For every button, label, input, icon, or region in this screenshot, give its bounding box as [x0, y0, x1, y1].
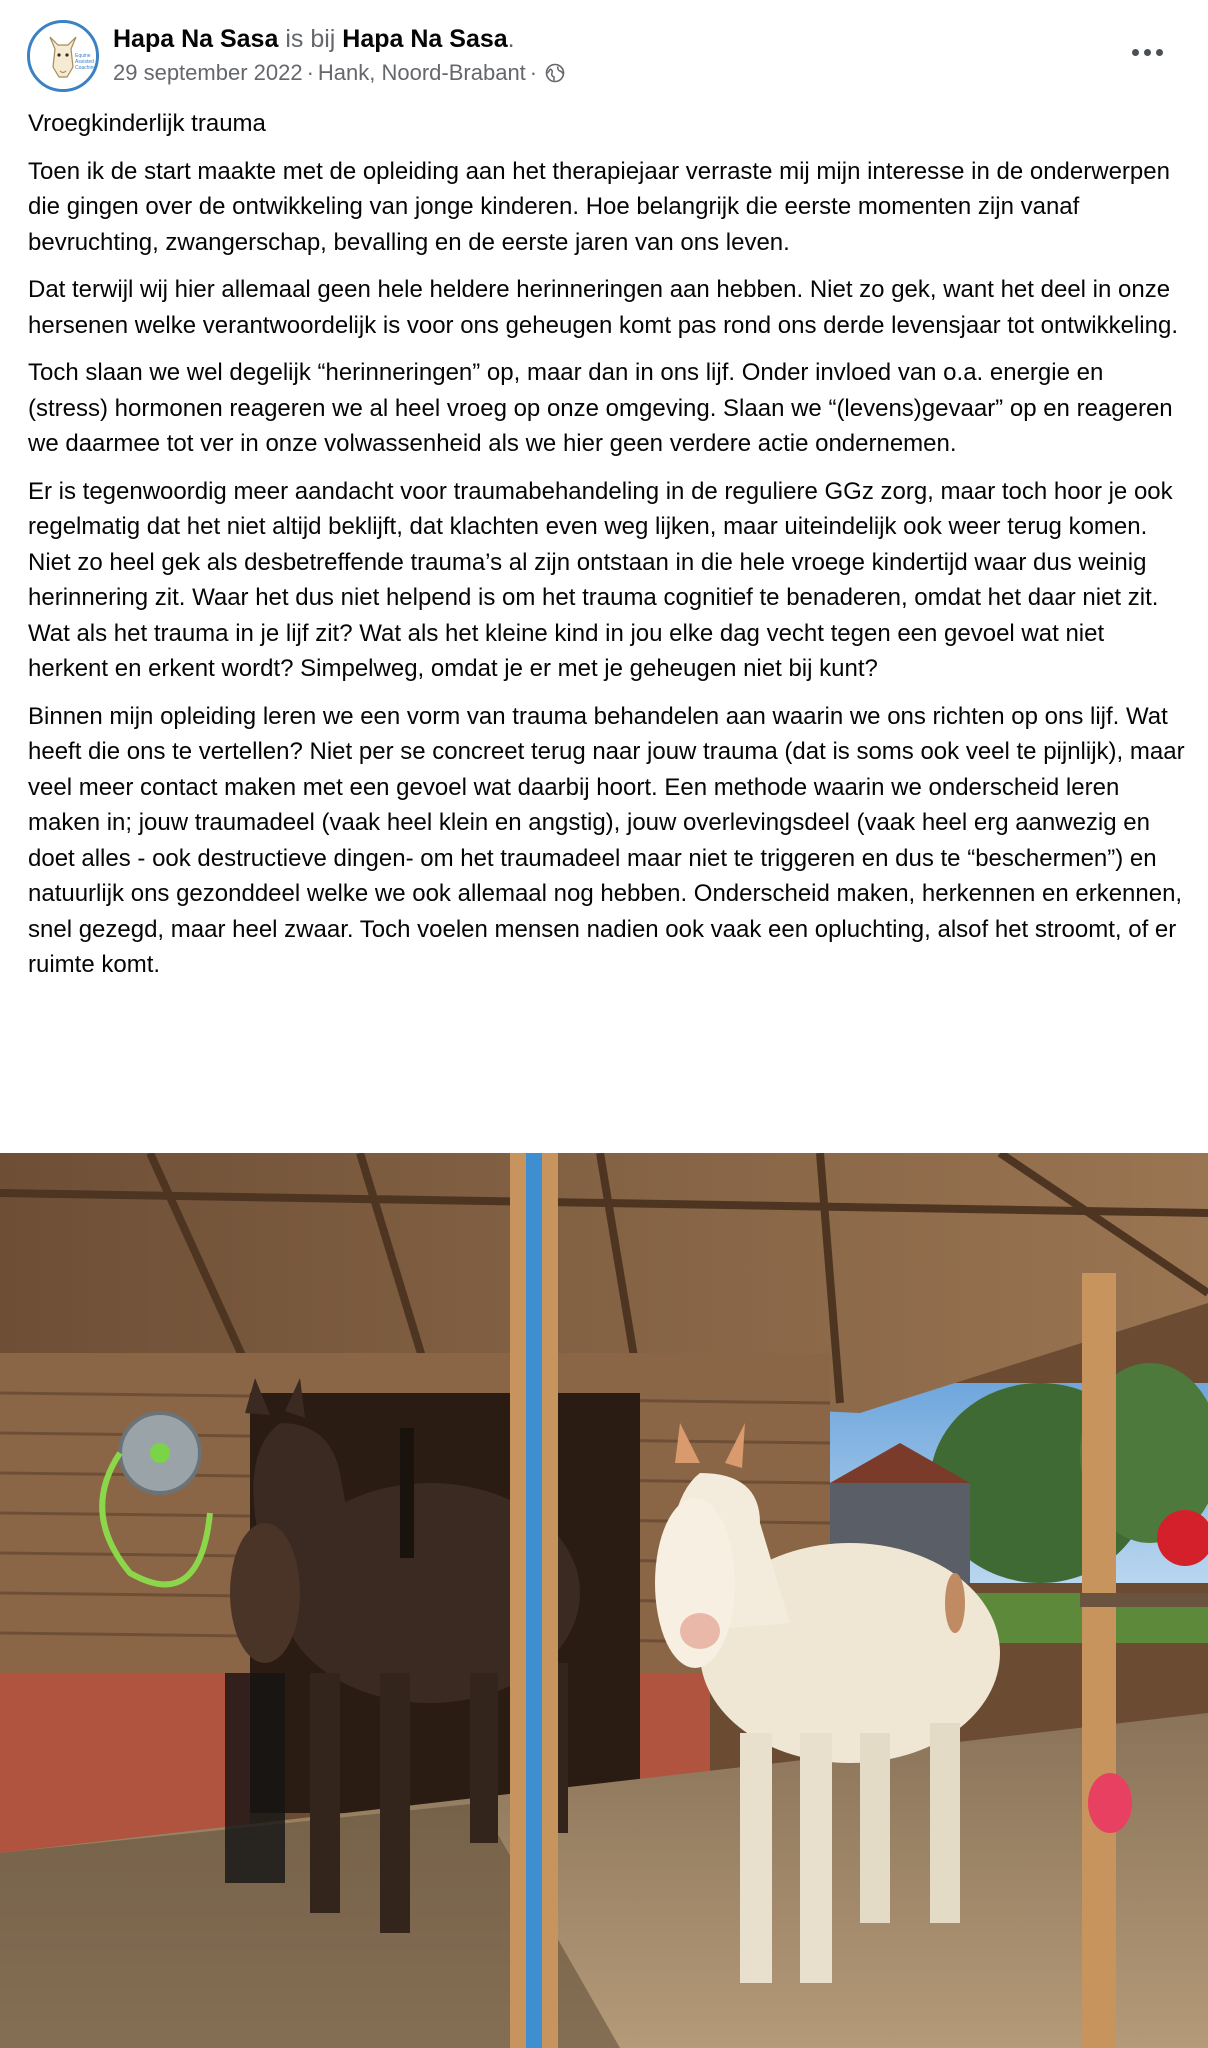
red-brush: [1088, 1773, 1132, 1833]
post-paragraph: Dat terwijl wij hier allemaal geen hele heldere herinneringen aan hebben. Niet zo gek, want het deel in onze hersenen welke verantwoordelijk is voor ons geheugen komt pas rond ons derde levensjaar tot ontwikkeling.: [28, 276, 1178, 339]
horses-photo: [0, 1153, 1208, 2048]
hose-reel-center: [150, 1443, 170, 1463]
post-date-link[interactable]: 29 september 2022: [113, 60, 303, 85]
wooden-post: [1082, 1273, 1116, 2048]
blue-strap: [526, 1153, 542, 2048]
post-paragraph: Toch slaan we wel degelijk “herinneringen” op, maar dan in ons lijf. Onder invloed van o.a. energie en (stress) hormonen reageren we al heel vroeg op onze omgeving. Slaan we “(levens)gevaar” op en reageren we daarmee tot ver in onze volwassenheid als we hier geen verdere actie ondernemen.: [28, 359, 1173, 457]
globe-icon[interactable]: [545, 63, 565, 83]
more-options-icon: [1156, 49, 1163, 56]
logo-text-1: Equine: [75, 53, 91, 59]
more-options-icon: [1132, 49, 1139, 56]
post-location-link[interactable]: Hank, Noord-Brabant: [317, 60, 526, 85]
author-name-link[interactable]: Hapa Na Sasa: [113, 25, 279, 53]
logo-image: [30, 23, 96, 89]
avatar[interactable]: [27, 20, 99, 92]
logo-text-3: Coaching: [75, 65, 96, 71]
logo-text-2: Assisted: [75, 59, 94, 65]
post-photo[interactable]: [0, 1153, 1208, 2048]
post-paragraph: Toen ik de start maakte met de opleiding aan het therapiejaar verraste mij mijn interesse in de onderwerpen die gingen over de ontwikkeling van jonge kinderen. Hoe belangrijk die eerste momenten zijn vanaf bevruchting, zwangerschap, bevalling en de eerste jaren van ons leven.: [28, 157, 1170, 256]
author-line-end: .: [507, 25, 515, 53]
author-line: [113, 23, 515, 55]
meta-separator: ·: [306, 60, 314, 85]
fence-rail: [1080, 1593, 1208, 1607]
post-title: Vroegkinderlijk trauma: [28, 110, 266, 137]
hay-net: [225, 1673, 285, 1883]
connector-text: is bij: [285, 25, 336, 53]
post-header: [0, 0, 1208, 110]
place-name-link[interactable]: Hapa Na Sasa: [342, 25, 508, 53]
post-body: [28, 106, 1188, 995]
more-options-button[interactable]: [1122, 34, 1172, 70]
more-options-icon: [1144, 49, 1151, 56]
meta-separator: ·: [529, 60, 538, 85]
post-meta: [113, 59, 565, 87]
post-paragraph: Binnen mijn opleiding leren we een vorm van trauma behandelen aan waarin we ons richten op ons lijf. Wat heeft die ons te vertellen? Niet per se concreet terug naar jouw trauma (dat is soms ook veel te pijnlijk), maar veel meer contact maken met een gevoel wat daarbij hoort. Een methode waarin we onderscheid leren maken in; jouw traumadeel (vaak heel klein en angstig), jouw overlevingsdeel (vaak heel erg aanwezig en doet alles - ook destructieve dingen- om het traumadeel maar niet te triggeren en dus te “beschermen”) en natuurlijk ons gezonddeel welke we ook allemaal nog hebben. Onderscheid maken, herkennen en erkennen, snel gezegd, maar heel zwaar. Toch voelen mensen nadien ook vaak een opluchting, alsof het stroomt, of er ruimte komt.: [28, 702, 1185, 978]
post-paragraph: Er is tegenwoordig meer aandacht voor traumabehandeling in de reguliere GGz zorg, maar toch hoor je ook regelmatig dat het niet altijd beklijft, dat klachten even weg lijken, maar uiteindelijk ook weer terug komen. Niet zo heel gek als desbetreffende trauma’s al zijn ontstaan in die hele vroege kindertijd waar dus weinig herinnering zit. Waar het dus niet helpend is om het trauma cognitief te benaderen, omdat het daar niet zit. Wat als het trauma in je lijf zit? Wat als het kleine kind in jou elke dag vecht tegen een gevoel wat niet herkent en erkent wordt? Simpelweg, omdat je er met je geheugen niet bij kunt?: [28, 477, 1173, 682]
